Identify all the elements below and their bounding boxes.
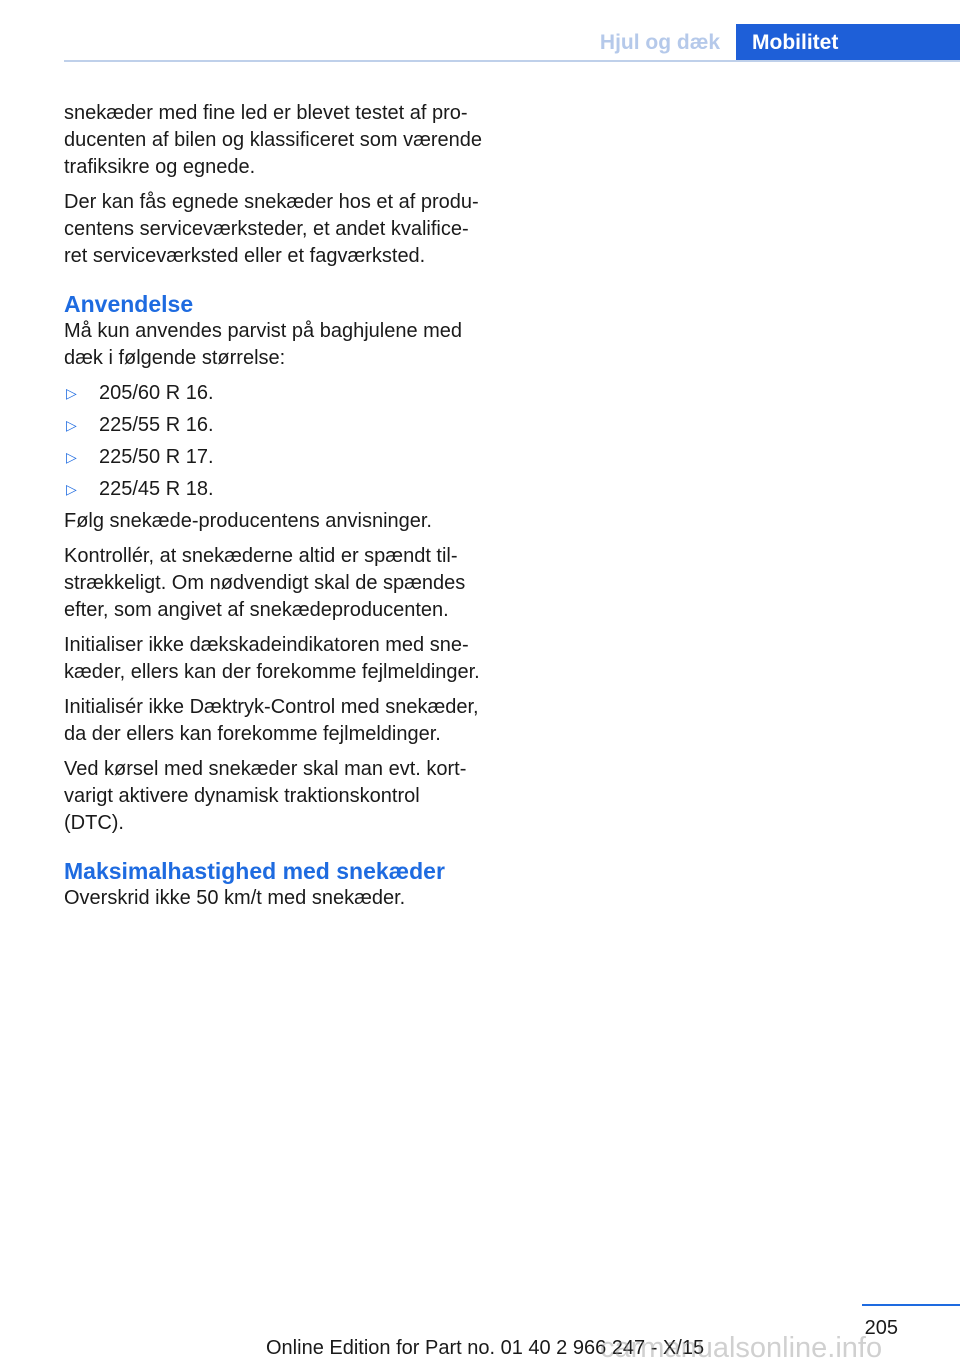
section-heading-usage: Anvendelse — [64, 291, 194, 317]
header-divider — [64, 60, 960, 62]
edition-footer: Online Edition for Part no. 01 40 2 966 247 - X/15 — [266, 1337, 705, 1359]
intro-paragraph: snekæder med fine led er blevet testet af producenten af bilen og klassificeret som værende trafiksikre og egnede. — [64, 102, 483, 178]
tire-size: 225/55 R 16. — [99, 414, 214, 436]
damage-indicator-paragraph: Initialiser ikke dækskadeindikatoren med snekæder, ellers kan der forekomme fejlmeldinger. — [64, 634, 480, 683]
usage-intro: Må kun anvendes parvist på baghjulene med dæk i følgende størrelse: — [64, 320, 463, 369]
tire-size: 225/50 R 17. — [99, 446, 214, 468]
section-heading-max-speed: Maksimalhastighed med snekæder — [64, 858, 445, 884]
triangle-bullet-icon: ▷ — [66, 385, 77, 401]
footer-divider — [862, 1304, 960, 1306]
tension-check-paragraph: Kontrollér, at snekæderne altid er spændt tilstrækkeligt. Om nødvendigt skal de spændes efter, som angivet af snekædeproducenten. — [64, 545, 466, 621]
triangle-bullet-icon: ▷ — [66, 449, 77, 465]
triangle-bullet-icon: ▷ — [66, 481, 77, 497]
list-item — [64, 476, 484, 503]
page-content — [64, 100, 484, 920]
follow-instructions-paragraph: Følg snekæde-producentens anvisninger. — [64, 510, 432, 532]
tire-size: 205/60 R 16. — [99, 382, 214, 404]
list-item — [64, 380, 484, 407]
max-speed-paragraph: Overskrid ikke 50 km/t med snekæder. — [64, 887, 406, 909]
dealer-paragraph: Der kan fås egnede snekæder hos et af producentens serviceværksteder, et andet kvalificeret serviceværksted eller et fagværksted. — [64, 191, 479, 267]
list-item — [64, 444, 484, 471]
chapter-tab: Mobilitet — [736, 24, 960, 62]
tire-size-list — [64, 380, 484, 503]
section-tab: Hjul og dæk — [599, 31, 721, 54]
watermark: carmanualsonline.info — [600, 1332, 883, 1364]
triangle-bullet-icon: ▷ — [66, 417, 77, 433]
page-number: 205 — [864, 1317, 898, 1339]
dtc-paragraph: Ved kørsel med snekæder skal man evt. kortvarigt aktivere dynamisk traktionskontrol (DTC). — [64, 758, 467, 834]
tire-size: 225/45 R 18. — [99, 478, 214, 500]
list-item — [64, 412, 484, 439]
pressure-control-paragraph: Initialisér ikke Dæktryk-Control med snekæder, da der ellers kan forekomme fejlmeldinger. — [64, 696, 479, 745]
